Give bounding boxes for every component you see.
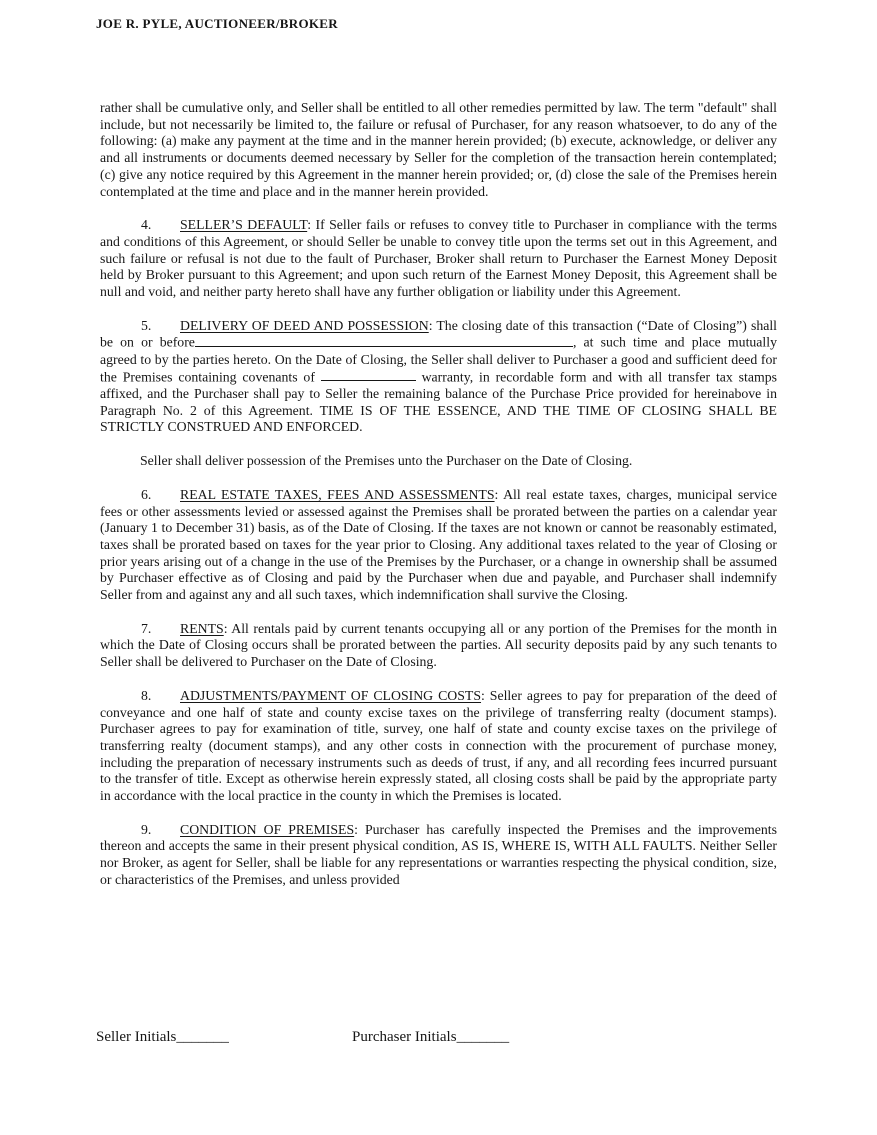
- paragraph: [100, 688, 777, 805]
- section-heading: ADJUSTMENTS/PAYMENT OF CLOSING COSTS: [180, 687, 482, 703]
- paragraph-number: 4.: [141, 217, 152, 233]
- seller-initials: [96, 1029, 229, 1046]
- paragraph: [100, 487, 777, 604]
- paragraph-number: 5.: [141, 317, 152, 333]
- paragraph-text: rather shall be cumulative only, and Seller shall be entitled to all other remedies permitted by law. The term "default" shall include, but not necessarily be limited to, the failure or refusal of Purchaser, for any reason whatsoever, to do any of the following: (a) make any payment at the time and in the manner herein provided; (b) execute, acknowledge, or deliver any and all instruments or documents deemed necessary by Seller for the completion of the transaction herein contemplated; (c) give any notice required by this Agreement in the manner herein provided; or, (d) close the sale of the Premises herein contemplated at the time and place and in the manner herein provided.: [100, 100, 777, 199]
- paragraph-text: , at such time and place mutually agreed to by the parties hereto. On the Date of Closing, the Seller shall deliver to Purchaser a good and sufficient deed for the Premises containing covenants of: [100, 335, 777, 385]
- section-heading: REAL ESTATE TAXES, FEES AND ASSESSMENTS: [180, 486, 495, 502]
- paragraph: [100, 318, 777, 436]
- paragraph-number: 7.: [141, 620, 152, 636]
- paragraph-text: : The closing date of this transaction (“Date of Closing”) shall be on or before: [100, 317, 778, 351]
- paragraph-text: : All rentals paid by current tenants occupying all or any portion of the Premises for the month in which the Date of Closing occurs shall be prorated between the parties. All security deposits paid by any such tenants to Seller shall be delivered to Purchaser on the Date of Closing.: [100, 620, 777, 670]
- paragraph-number: 6.: [141, 486, 152, 502]
- document-body: [100, 100, 777, 906]
- paragraph-text: : If Seller fails or refuses to convey title to Purchaser in compliance with the terms and conditions of this Agreement, or should Seller be unable to convey title upon the terms set out in this Agreement, and such failure or refusal is not due to the fault of Purchaser, Broker shall return to Purchaser the Earnest Money Deposit held by Broker pursuant to this Agreement; and upon such return of the Earnest Money Deposit, this Agreement shall be null and void, and neither party hereto shall have any further obligation or liability under this Agreement.: [100, 217, 777, 300]
- paragraph: [100, 621, 777, 671]
- section-heading: RENTS: [180, 620, 224, 636]
- paragraph-text: warranty, in recordable form and with all transfer tax stamps affixed, and the Purchaser shall pay to Seller the remaining balance of the Purchase Price provided for hereinabove in Paragraph No. 2 of this Agreement. TIME IS OF THE ESSENCE, AND THE TIME OF CLOSING SHALL BE STRICTLY CONSTRUED AND ENFORCED.: [100, 369, 777, 435]
- section-heading: CONDITION OF PREMISES: [180, 821, 355, 837]
- paragraph-text: Seller shall deliver possession of the Premises unto the Purchaser on the Date of Closing.: [140, 453, 633, 469]
- paragraph: [100, 100, 777, 200]
- document-header: JOE R. PYLE, AUCTIONEER/BROKER: [96, 16, 338, 31]
- paragraph: [100, 453, 777, 470]
- paragraph-number: 8.: [141, 687, 152, 703]
- paragraph-number: 9.: [141, 821, 152, 837]
- paragraph-text: : Seller agrees to pay for preparation of the deed of conveyance and one half of state and county excise taxes on the privilege of transferring realty (document stamps). Purchaser agrees to pay for examination of title, survey, one half of state and county excise taxes on the privilege of transferring realty (document stamps), and any other costs in connection with the procurement of purchase money, including the preparation of necessary instruments such as deeds of trust, if any, and all recording fees incurred pursuant to the transfer of title. Except as otherwise herein expressly stated, all closing costs shall be paid by the appropriate party in accordance with the local practice in the county in which the Premises is located.: [100, 687, 777, 804]
- seller-initials-blank: _______: [176, 1029, 229, 1045]
- section-heading: DELIVERY OF DEED AND POSSESSION: [180, 317, 429, 333]
- fill-in-blank: [195, 334, 573, 347]
- fill-in-blank: [321, 369, 416, 382]
- section-heading: SELLER’S DEFAULT: [180, 217, 308, 233]
- purchaser-initials: [352, 1029, 509, 1046]
- paragraph-text: : Purchaser has carefully inspected the Premises and the improvements thereon and accepts the same in their present physical condition, AS IS, WHERE IS, WITH ALL FAULTS. Neither Seller nor Broker, as agent for Seller, shall be liable for any representations or warranties respecting the physical condition, size, or characteristics of the Premises, and unless provided: [100, 821, 777, 887]
- purchaser-initials-blank: _______: [456, 1029, 510, 1045]
- paragraph-text: : All real estate taxes, charges, municipal service fees or other assessments levied or assessed against the Premises shall be prorated between the parties on a calendar year (January 1 to December 31) basis, as of the Date of Closing. If the taxes are not known or cannot be reasonably estimated, taxes shall be prorated based on taxes for the year prior to Closing. Any additional taxes related to the year of Closing or prior years arising out of a change in the use of the Premises by the Purchaser, or a change in ownership shall be assumed by Purchaser effective as of Closing and paid by the Purchaser when due and payable, and Purchaser shall indemnify Seller from and against any and all such taxes, which indemnification shall survive the Closing.: [100, 486, 777, 603]
- paragraph: [100, 217, 777, 301]
- paragraph: [100, 822, 777, 889]
- purchaser-initials-label: Purchaser Initials: [352, 1029, 457, 1045]
- seller-initials-label: Seller Initials: [96, 1029, 177, 1045]
